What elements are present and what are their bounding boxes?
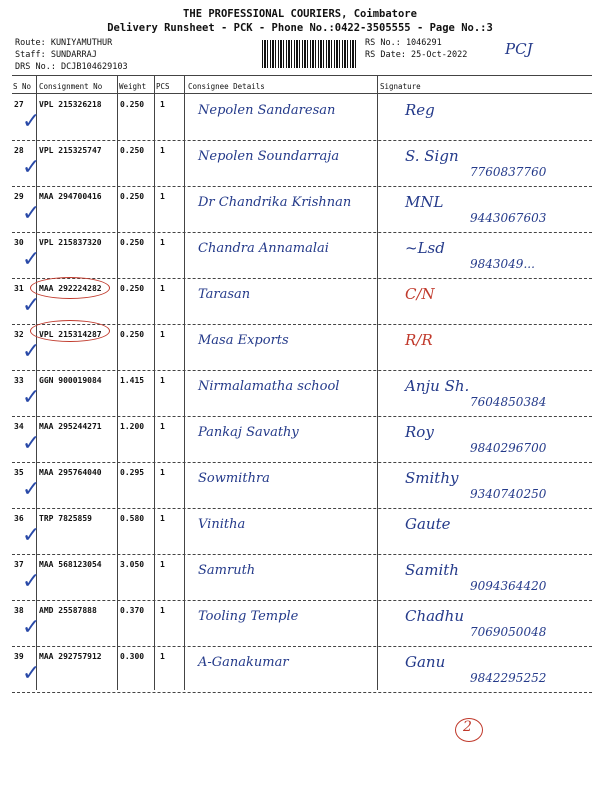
row-weight: 0.370	[120, 606, 145, 615]
row-consignment-no: VPL 215326218	[39, 100, 102, 109]
check-mark-icon: ✓	[22, 109, 41, 134]
row-consignee: Tooling Temple	[198, 609, 299, 624]
row-consignment-no: MAA 292224282	[39, 284, 102, 293]
row-consignment-no: MAA 294700416	[39, 192, 102, 201]
row-pcs: 1	[160, 146, 165, 155]
header-bottom-border	[12, 93, 592, 94]
row-consignee: Samruth	[198, 563, 256, 578]
row-signature: C/N	[405, 285, 435, 303]
route-label: Route: KUNIYAMUTHUR	[15, 38, 113, 48]
row-phone: 9842295252	[470, 671, 547, 685]
row-signature: Reg	[405, 101, 435, 119]
row-divider	[12, 646, 592, 647]
row-consignment-no: VPL 215837320	[39, 238, 102, 247]
check-mark-icon: ✓	[22, 201, 41, 226]
row-divider	[12, 600, 592, 601]
row-sno: 37	[14, 560, 24, 569]
row-consignment-no: TRP 7825859	[39, 514, 92, 523]
row-sno: 32	[14, 330, 24, 339]
row-sno: 34	[14, 422, 24, 431]
row-weight: 0.580	[120, 514, 145, 523]
row-phone: 7604850384	[470, 395, 547, 409]
row-weight: 3.050	[120, 560, 145, 569]
row-consignment-no: VPL 215325747	[39, 146, 102, 155]
row-divider	[12, 462, 592, 463]
col-divider	[377, 75, 378, 690]
row-divider	[12, 140, 592, 141]
row-pcs: 1	[160, 238, 165, 247]
row-pcs: 1	[160, 652, 165, 661]
red-circle-annotation	[30, 277, 110, 299]
row-phone: 9840296700	[470, 441, 547, 455]
row-sno: 28	[14, 146, 24, 155]
col-header-sno: S No	[13, 82, 32, 91]
row-consignee: Nepolen Sandaresan	[198, 103, 336, 118]
handwritten-code: PCJ	[505, 40, 533, 58]
row-consignee: Chandra Annamalai	[198, 241, 329, 256]
col-header-weight: Weight	[119, 82, 147, 91]
row-divider	[12, 508, 592, 509]
row-pcs: 1	[160, 514, 165, 523]
row-sno: 36	[14, 514, 24, 523]
row-divider	[12, 416, 592, 417]
row-signature: S. Sign	[405, 147, 459, 165]
row-phone: 9843049...	[470, 257, 535, 271]
row-consignment-no: MAA 295764040	[39, 468, 102, 477]
col-header-pcs: PCS	[156, 82, 170, 91]
row-signature: MNL	[405, 193, 444, 211]
row-divider	[12, 370, 592, 371]
row-signature: Chadhu	[405, 607, 465, 625]
check-mark-icon: ✓	[22, 431, 41, 456]
check-mark-icon: ✓	[22, 293, 41, 318]
row-pcs: 1	[160, 284, 165, 293]
row-signature: Anju Sh.	[405, 377, 470, 395]
rs-no-label: RS No.: 1046291	[365, 38, 442, 48]
row-sno: 30	[14, 238, 24, 247]
row-divider	[12, 278, 592, 279]
table-top-border	[12, 75, 592, 76]
check-mark-icon: ✓	[22, 661, 41, 686]
row-consignee: Dr Chandrika Krishnan	[198, 195, 352, 210]
row-phone: 9443067603	[470, 211, 547, 225]
row-sno: 29	[14, 192, 24, 201]
row-pcs: 1	[160, 330, 165, 339]
row-sno: 35	[14, 468, 24, 477]
row-sno: 33	[14, 376, 24, 385]
row-weight: 0.250	[120, 330, 145, 339]
row-signature: R/R	[405, 331, 433, 349]
row-weight: 1.415	[120, 376, 145, 385]
row-pcs: 1	[160, 606, 165, 615]
runsheet-subtitle: Delivery Runsheet - PCK - Phone No.:0422-3505555 - Page No.:3	[107, 22, 493, 34]
row-pcs: 1	[160, 560, 165, 569]
row-phone: 7760837760	[470, 165, 547, 179]
col-header-signature: Signature	[380, 82, 421, 91]
col-divider	[154, 75, 155, 690]
row-consignee: Nepolen Soundarraja	[198, 149, 340, 164]
row-signature: ~Lsd	[405, 239, 445, 257]
row-consignee: Vinitha	[198, 517, 246, 532]
row-consignee: Tarasan	[198, 287, 251, 302]
row-signature: Gaute	[405, 515, 451, 533]
row-consignee: Masa Exports	[198, 333, 289, 348]
row-consignment-no: GGN 900019084	[39, 376, 102, 385]
check-mark-icon: ✓	[22, 477, 41, 502]
col-header-consignee: Consignee Details	[188, 82, 265, 91]
check-mark-icon: ✓	[22, 247, 41, 272]
row-divider	[12, 232, 592, 233]
drs-label: DRS No.: DCJB104629103	[15, 62, 128, 72]
row-sno: 38	[14, 606, 24, 615]
row-consignee: Pankaj Savathy	[198, 425, 299, 440]
row-divider	[12, 186, 592, 187]
check-mark-icon: ✓	[22, 615, 41, 640]
row-weight: 0.250	[120, 238, 145, 247]
row-signature: Ganu	[405, 653, 446, 671]
col-header-consignment: Consignment No	[39, 82, 103, 91]
check-mark-icon: ✓	[22, 523, 41, 548]
row-consignee: Nirmalamatha school	[198, 379, 340, 394]
check-mark-icon: ✓	[22, 339, 41, 364]
row-pcs: 1	[160, 376, 165, 385]
row-pcs: 1	[160, 192, 165, 201]
row-weight: 0.250	[120, 192, 145, 201]
col-divider	[184, 75, 185, 690]
row-divider	[12, 692, 592, 693]
col-divider	[117, 75, 118, 690]
check-mark-icon: ✓	[22, 385, 41, 410]
row-phone: 9340740250	[470, 487, 547, 501]
row-weight: 1.200	[120, 422, 145, 431]
row-signature: Samith	[405, 561, 459, 579]
row-sno: 39	[14, 652, 24, 661]
rs-date-label: RS Date: 25-Oct-2022	[365, 50, 468, 60]
row-consignment-no: MAA 568123054	[39, 560, 102, 569]
row-divider	[12, 554, 592, 555]
row-phone: 9094364420	[470, 579, 547, 593]
row-phone: 7069050048	[470, 625, 547, 639]
row-sno: 27	[14, 100, 24, 109]
row-pcs: 1	[160, 100, 165, 109]
staff-label: Staff: SUNDARRAJ	[15, 50, 97, 60]
company-title: THE PROFESSIONAL COURIERS, Coimbatore	[183, 8, 417, 20]
row-consignment-no: VPL 215314287	[39, 330, 102, 339]
row-signature: Smithy	[405, 469, 459, 487]
row-consignment-no: AMD 25587888	[39, 606, 97, 615]
row-consignment-no: MAA 295244271	[39, 422, 102, 431]
row-weight: 0.250	[120, 146, 145, 155]
row-weight: 0.300	[120, 652, 145, 661]
red-circle-annotation	[30, 320, 110, 342]
barcode-image	[262, 40, 356, 68]
check-mark-icon: ✓	[22, 569, 41, 594]
row-weight: 0.250	[120, 100, 145, 109]
row-weight: 0.250	[120, 284, 145, 293]
check-mark-icon: ✓	[22, 155, 41, 180]
page-mark: 2	[463, 719, 472, 735]
row-pcs: 1	[160, 422, 165, 431]
row-weight: 0.295	[120, 468, 145, 477]
row-consignee: A-Ganakumar	[198, 655, 289, 670]
row-signature: Roy	[405, 423, 434, 441]
row-pcs: 1	[160, 468, 165, 477]
row-consignment-no: MAA 292757912	[39, 652, 102, 661]
row-sno: 31	[14, 284, 24, 293]
row-consignee: Sowmithra	[198, 471, 270, 486]
